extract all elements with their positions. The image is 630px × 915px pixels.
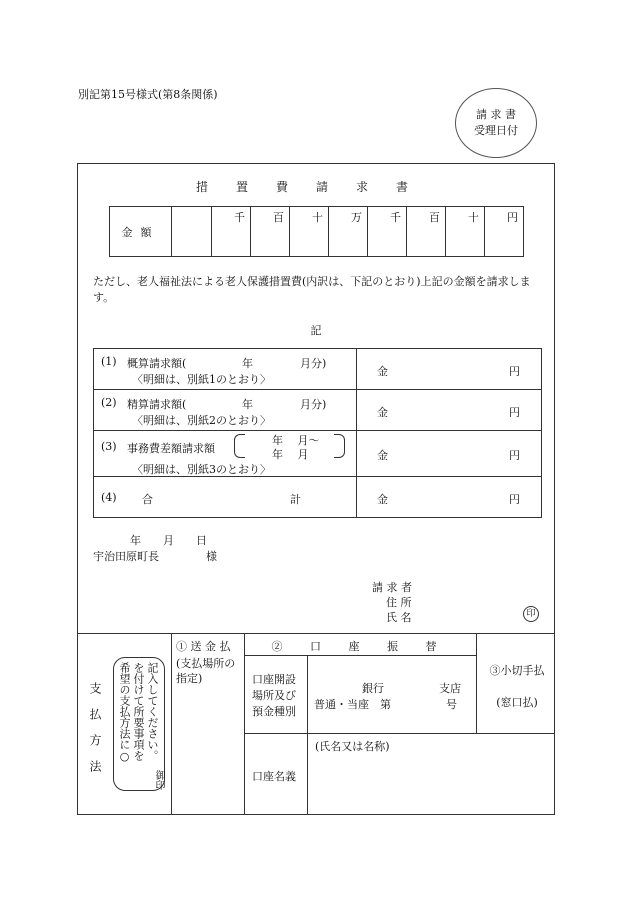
- item-1-label-cell: [94, 349, 357, 390]
- receipt-date-stamp: [455, 88, 537, 158]
- yen-label: 円: [509, 449, 520, 462]
- stamp-line-1: 請 求 書: [476, 108, 516, 121]
- item-label: 合: [142, 493, 153, 506]
- item-2-label-cell: [94, 390, 357, 431]
- amount-digit[interactable]: 千: [212, 207, 251, 257]
- divider-3: [307, 655, 308, 815]
- item-num: (2): [101, 396, 117, 409]
- account-holder-label: 口座名義: [252, 770, 296, 783]
- instruction-col-2: を付けて所要事項を: [132, 662, 145, 761]
- amount-digit[interactable]: 十: [446, 207, 485, 257]
- item-num: (4): [101, 491, 117, 504]
- yen-label: 円: [509, 365, 520, 378]
- kin-label: 金: [377, 449, 388, 462]
- item-detail: 〈明細は、別紙1のとおり〉: [132, 373, 271, 386]
- period-to: 年 月: [272, 448, 309, 461]
- item-1-amount-cell[interactable]: [357, 349, 542, 390]
- kin-label: 金: [377, 493, 388, 506]
- item-detail: 〈明細は、別紙3のとおり〉: [132, 463, 271, 476]
- item-year: 年: [242, 398, 253, 411]
- meigi-note: (氏名又は名称): [315, 740, 390, 753]
- item-month: 月分): [300, 398, 327, 411]
- right-bracket: [334, 434, 345, 458]
- seal-mark: 印: [523, 606, 539, 622]
- claim-note: ただし、老人福祉法による老人保護措置費(内訳は、下記のとおり)上記の金額を請求します。: [93, 275, 531, 304]
- yen-label: 円: [509, 406, 520, 419]
- amount-digit[interactable]: 万: [329, 207, 368, 257]
- item-num: (3): [101, 440, 117, 453]
- instruction-col-3: 希望の支払方法に○: [118, 662, 131, 763]
- item-year: 年: [242, 357, 253, 370]
- claimant-block: [372, 580, 412, 625]
- mayor-name: 宇治田原町長: [93, 550, 159, 563]
- amount-label: 金額: [110, 207, 172, 257]
- go-in-label: 御印: [153, 770, 164, 790]
- address-label[interactable]: 住 所: [386, 596, 412, 609]
- period-from: 年 月〜: [272, 434, 320, 447]
- item-num: (1): [101, 355, 117, 368]
- item-4-amount-cell[interactable]: [357, 477, 542, 518]
- item-label: 精算請求額(: [127, 398, 187, 411]
- divider-2: [244, 633, 245, 815]
- item-2-amount-cell[interactable]: [357, 390, 542, 431]
- amount-digit[interactable]: 十: [290, 207, 329, 257]
- amount-digit[interactable]: 百: [251, 207, 290, 257]
- form-title: 措置費請求書: [195, 180, 436, 194]
- yen-label: 円: [509, 493, 520, 506]
- amount-digit-blank[interactable]: [172, 207, 212, 257]
- kin-label: 金: [377, 406, 388, 419]
- option-soukin[interactable]: ① 送 金 払: [176, 640, 231, 653]
- amount-digit[interactable]: 百: [407, 207, 446, 257]
- madoguchi-note: (窓口払): [496, 696, 538, 709]
- item-3-amount-cell[interactable]: [357, 431, 542, 477]
- item-label-2: 計: [290, 493, 301, 506]
- divider-1: [171, 633, 172, 815]
- item-4-label-cell: [94, 477, 357, 518]
- kin-label: 金: [377, 365, 388, 378]
- item-detail: 〈明細は、別紙2のとおり〉: [132, 414, 271, 427]
- bank-place-label: 口座開設場所及び預金種別: [252, 673, 296, 718]
- payment-top-border: [77, 633, 555, 634]
- ki-heading: 記: [310, 324, 322, 337]
- amount-digit[interactable]: 千: [368, 207, 407, 257]
- sama-label: 様: [206, 550, 217, 563]
- date-line[interactable]: 年 月 日: [130, 534, 207, 547]
- option-furikae[interactable]: ② 口 座 振 替: [271, 640, 449, 653]
- left-bracket: [234, 434, 245, 458]
- name-label[interactable]: 氏 名: [386, 611, 412, 624]
- divider-4: [476, 633, 477, 733]
- option-kogitte[interactable]: ③小切手払: [489, 664, 545, 677]
- item-month: 月分): [300, 357, 327, 370]
- furikae-header-line: [244, 655, 476, 656]
- soukin-note: (支払場所の指定): [176, 657, 236, 685]
- meigi-line: [244, 733, 555, 734]
- bank-line-1[interactable]: 銀行 支店: [362, 682, 461, 695]
- claimant-label: 請 求 者: [372, 581, 412, 594]
- item-3-label-cell: [94, 431, 357, 477]
- amount-table: [109, 206, 524, 257]
- item-label: 事務費差額請求額: [127, 442, 215, 455]
- bank-line-2[interactable]: 普通・当座 第 号: [314, 698, 457, 711]
- mayor-addressee: [93, 548, 217, 564]
- item-label: 概算請求額(: [127, 357, 187, 370]
- stamp-line-2: 受理日付: [474, 124, 518, 137]
- form-caption: 別記第15号様式(第8条関係): [78, 88, 218, 101]
- amount-digit[interactable]: 円: [485, 207, 524, 257]
- claim-items-table: [93, 348, 542, 518]
- instruction-col-1: 記入してください。: [146, 662, 159, 761]
- payment-method-label: 支払方法: [88, 682, 102, 786]
